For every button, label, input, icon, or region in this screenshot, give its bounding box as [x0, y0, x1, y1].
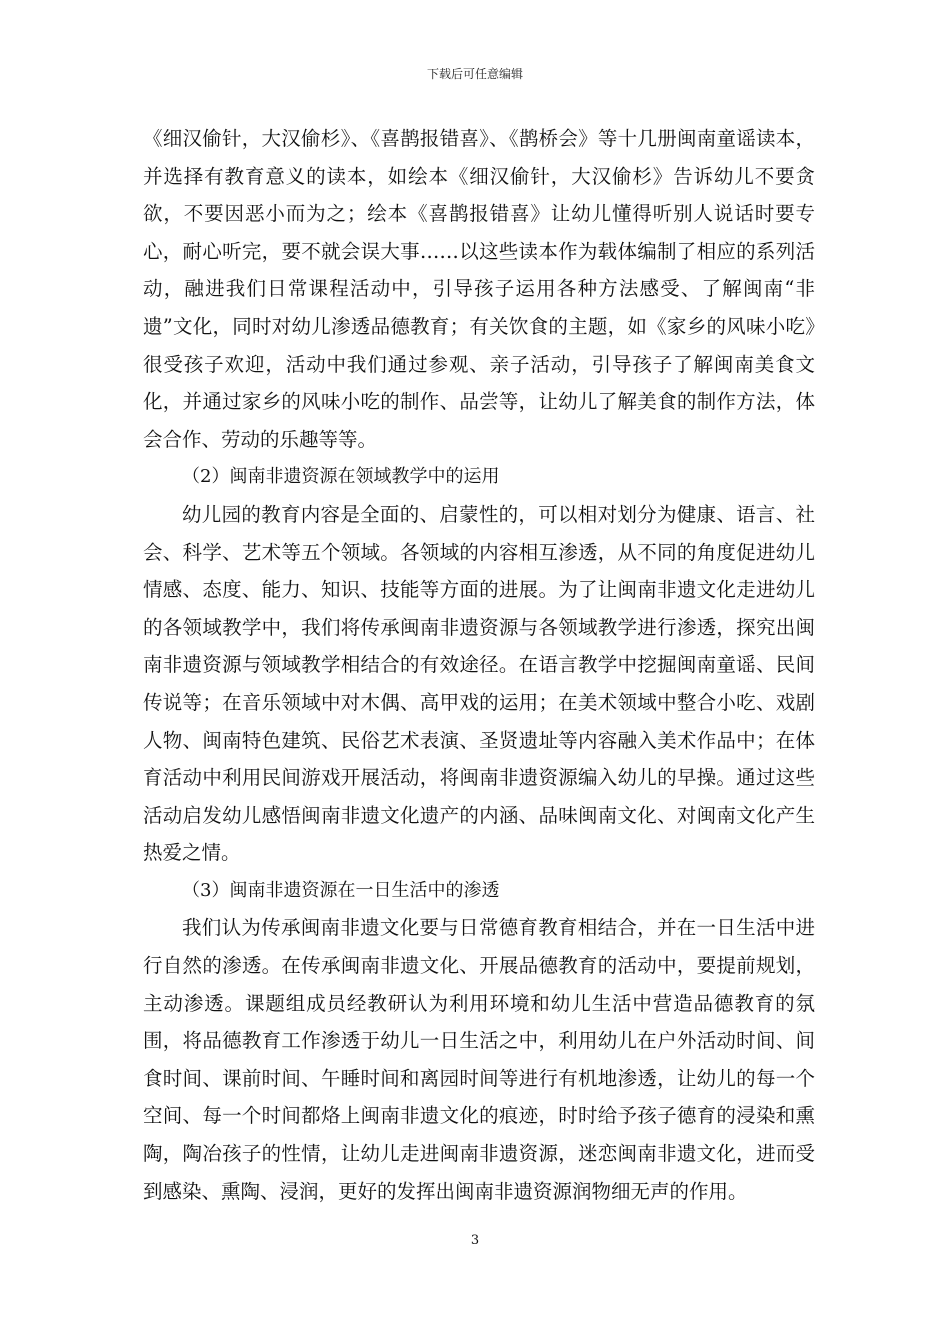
- body-text: [143, 120, 815, 1210]
- paragraph-daily-life: 我们认为传承闽南非遗文化要与日常德育教育相结合，并在一日生活中进行自然的渗透。在传承闽南非遗文化、开展品德教育的活动中，要提前规划，主动渗透。课题组成员经教研认为利用环境和幼儿生活中营造品德教育的氛围，将品德教育工作渗透于幼儿一日生活之中，利用幼儿在户外活动时间、间食时间、课前时间、午睡时间和离园时间等进行有机地渗透，让幼儿的每一个空间、每一个时间都烙上闽南非遗文化的痕迹，时时给予孩子德育的浸染和熏陶，陶冶孩子的性情，让幼儿走进闽南非遗资源，迷恋闽南非遗文化，进而受到感染、熏陶、浸润，更好的发挥出闽南非遗资源润物细无声的作用。: [143, 916, 815, 1203]
- section-heading-2: （2）闽南非遗资源在领域教学中的运用: [182, 466, 500, 488]
- section-heading-3: （3）闽南非遗资源在一日生活中的渗透: [182, 879, 500, 901]
- page-header: 下载后可任意编辑: [426, 67, 523, 81]
- page-number: 3: [470, 1233, 480, 1248]
- paragraph-domain-teaching: 幼儿园的教育内容是全面的、启蒙性的，可以相对划分为健康、语言、社会、科学、艺术等五个领域。各领域的内容相互渗透，从不同的角度促进幼儿情感、态度、能力、知识、技能等方面的进展。为了让闽南非遗文化走进幼儿的各领域教学中，我们将传承闽南非遗资源与各领域教学进行渗透，探究出闽南非遗资源与领域教学相结合的有效途径。在语言教学中挖掘闽南童谣、民间传说等；在音乐领域中对木偶、高甲戏的运用；在美术领域中整合小吃、戏剧人物、闽南特色建筑、民俗艺术表演、圣贤遗址等内容融入美术作品中；在体育活动中利用民间游戏开展活动，将闽南非遗资源编入幼儿的早操。通过这些活动启发幼儿感悟闽南非遗文化遗产的内涵、品味闽南文化、对闽南文化产生热爱之情。: [143, 502, 815, 865]
- paragraph-continuation: 《细汉偷针，大汉偷杉》、《喜鹊报错喜》、《鹊桥会》等十几册闽南童谣读本，并选择有教育意义的读本，如绘本《细汉偷针，大汉偷杉》告诉幼儿不要贪欲，不要因恶小而为之；绘本《喜鹊报错喜》让幼儿懂得听别人说话时要专心，耐心听完，要不就会误大事……以这些读本作为载体编制了相应的系列活动，融进我们日常课程活动中，引导孩子运用各种方法感受、了解闽南“非遗”文化，同时对幼儿渗透品德教育；有关饮食的主题，如《家乡的风味小吃》很受孩子欢迎，活动中我们通过参观、亲子活动，引导孩子了解闽南美食文化，并通过家乡的风味小吃的制作、品尝等，让幼儿了解美食的制作方法，体会合作、劳动的乐趣等等。: [143, 127, 815, 451]
